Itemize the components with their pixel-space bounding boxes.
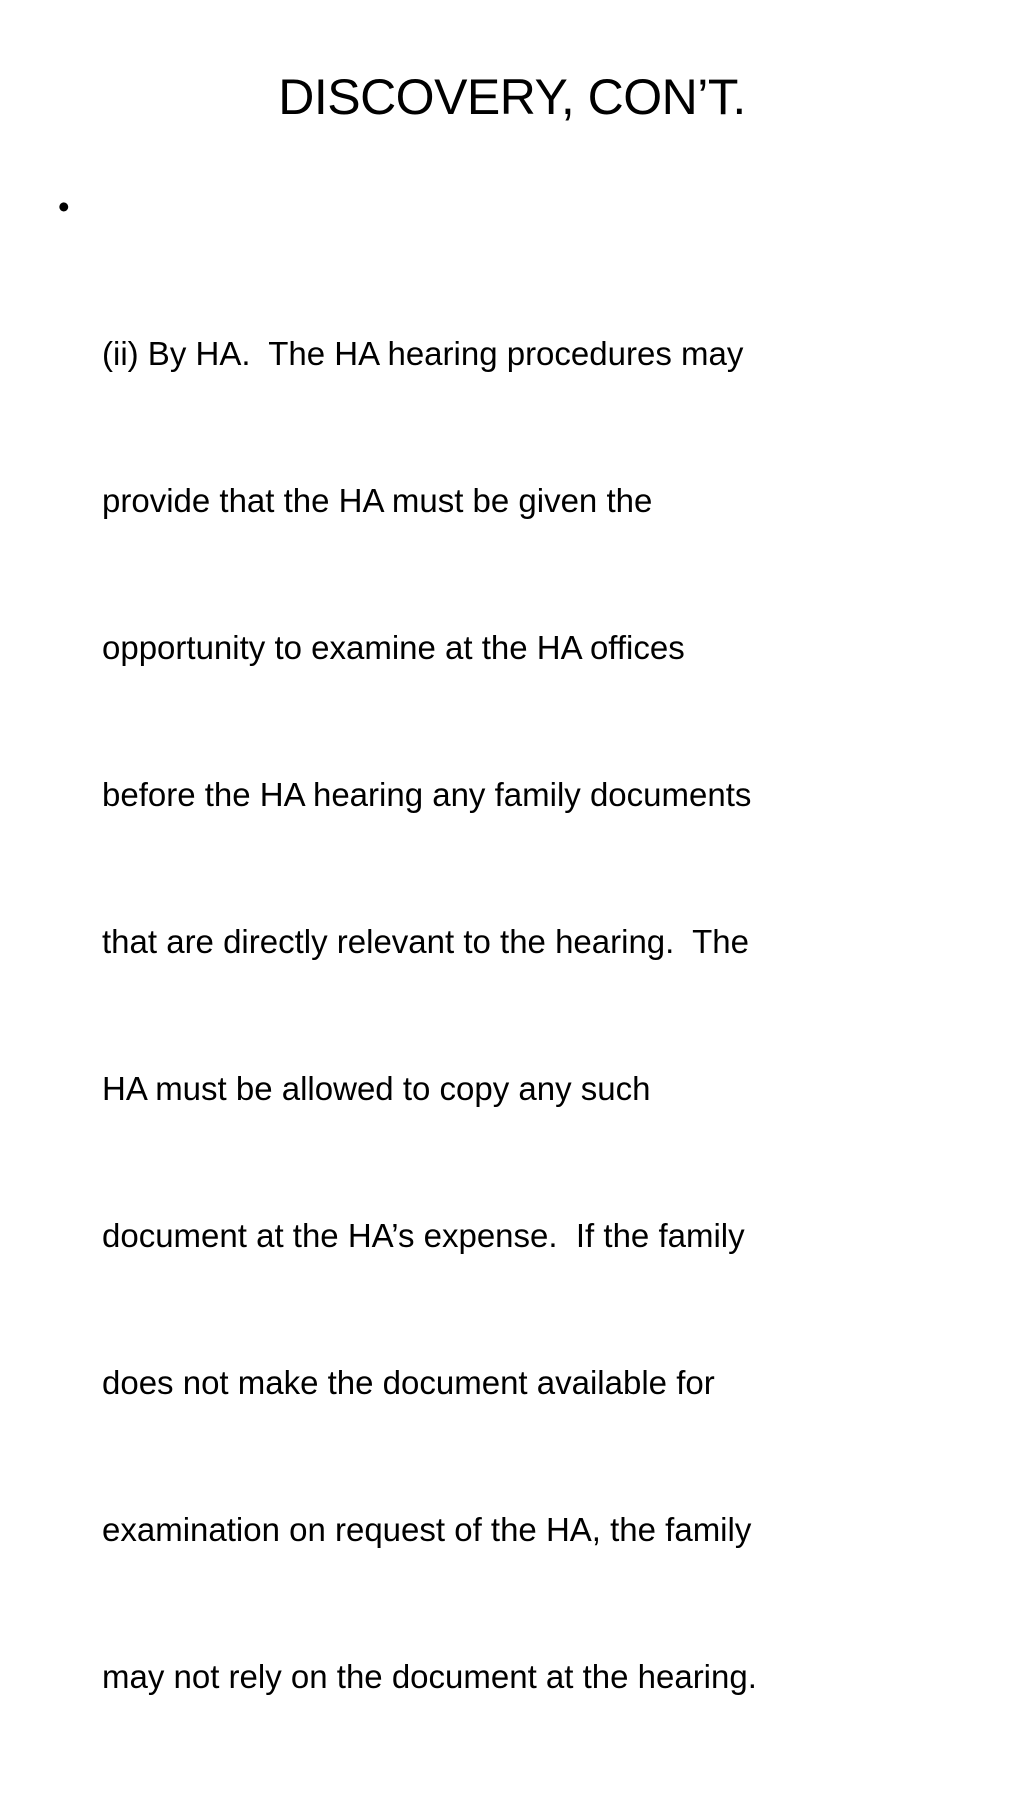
bullet-line-9: examination on request of the HA, the family [102,1511,752,1548]
slide-title: DISCOVERY, CON’T. [278,69,746,125]
bullet-line-2: provide that the HA must be given the [102,482,653,519]
bullet-line-10: may not rely on the document at the hearing. [102,1658,757,1695]
bullet-line-8: does not make the document available for [102,1364,715,1401]
bullet-line-6: HA must be allowed to copy any such [102,1070,651,1107]
bullet-item [58,182,958,1799]
bullet-line-4: before the HA hearing any family documents [102,776,752,813]
bullet-line-3: opportunity to examine at the HA offices [102,629,685,666]
bullet-icon: • [58,188,70,225]
bullet-line-5: that are directly relevant to the hearing. The [102,923,749,960]
bullet-line-7: document at the HA’s expense. If the family [102,1217,745,1254]
bullet-line-1: (ii) By HA. The HA hearing procedures may [102,335,744,372]
bullet-list [58,182,958,1799]
